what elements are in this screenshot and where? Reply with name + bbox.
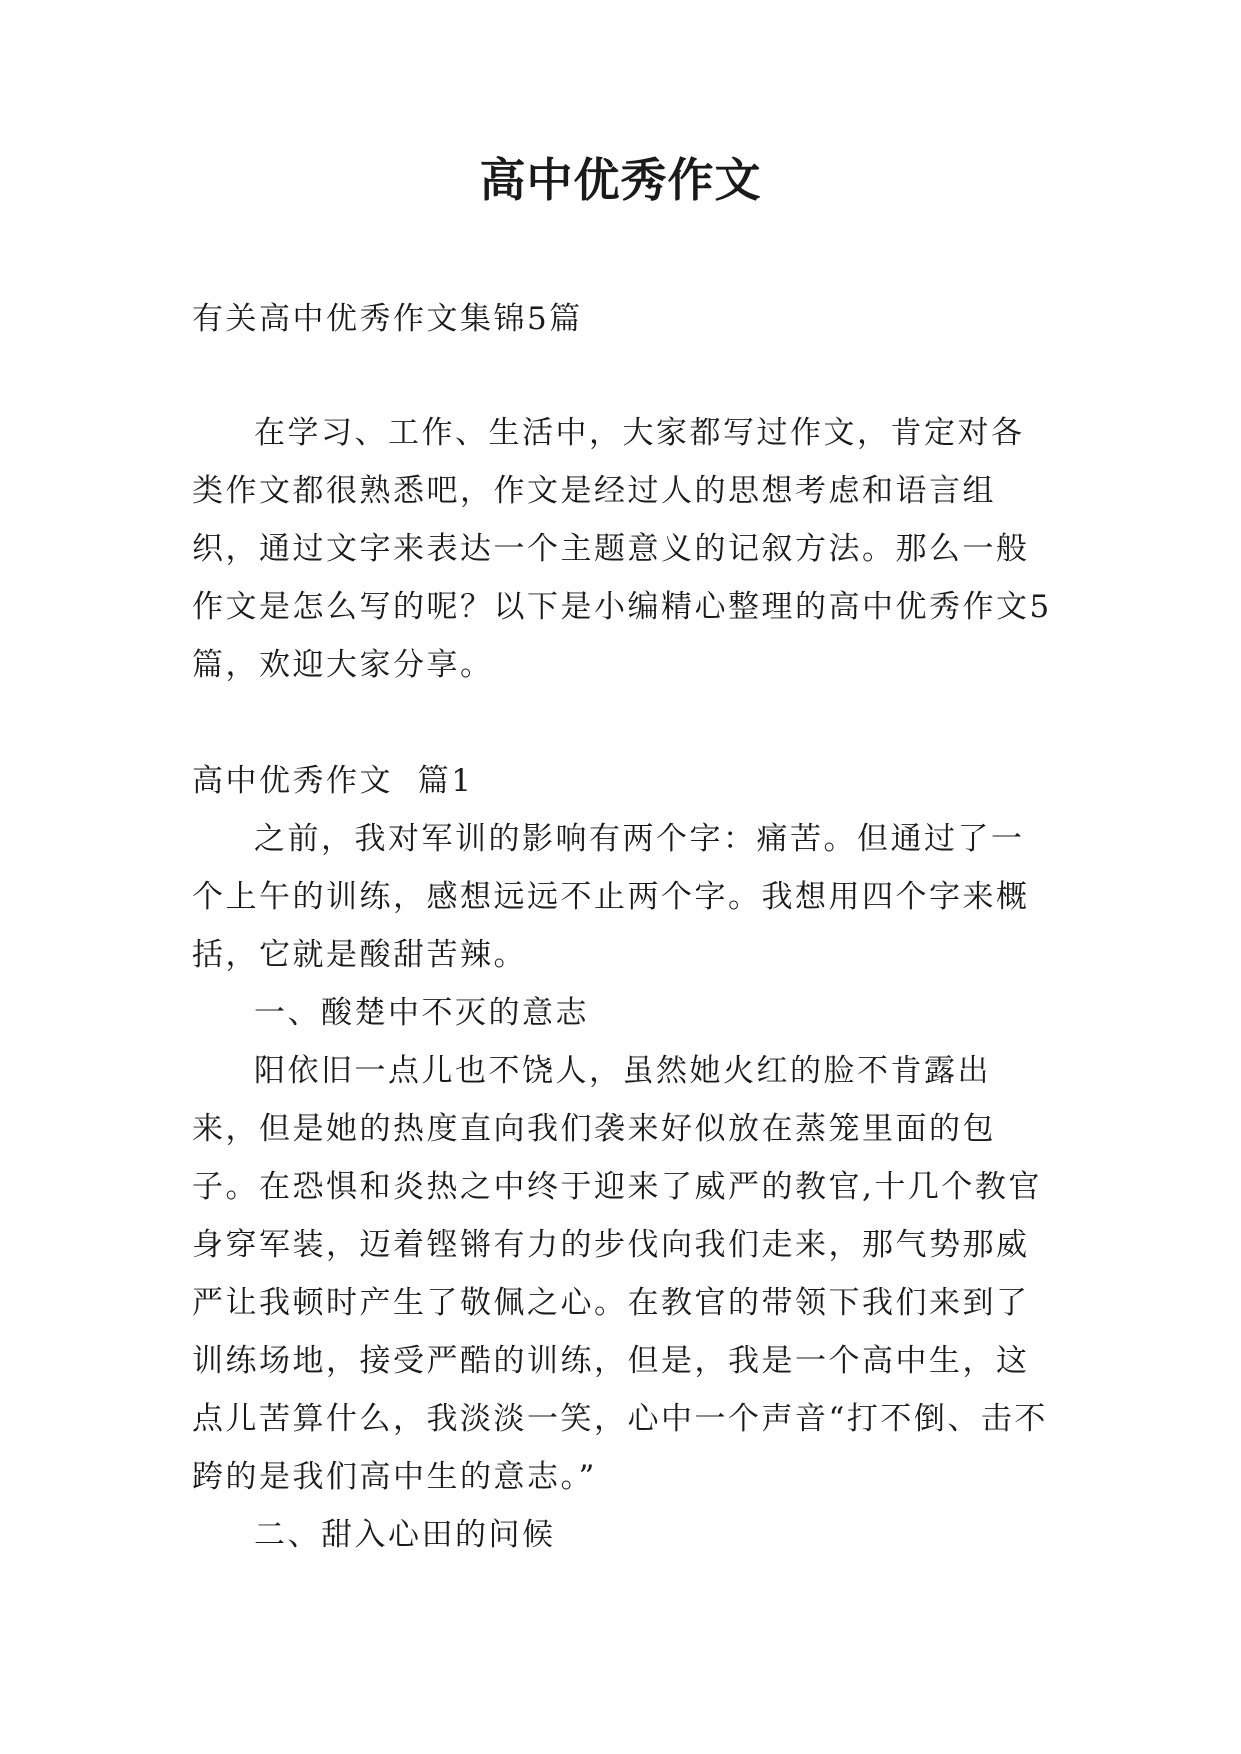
document-title: 高中优秀作文 — [479, 153, 762, 207]
paragraph-heading: 二、甜入心田的问候 — [254, 1517, 556, 1553]
section-body — [192, 810, 1052, 1564]
paragraph: 阳依旧一点儿也不饶人，虽然她火红的脸不肯露出来，但是她的热度直向我们袭来好似放在蒸笼里面的包子。在恐惧和炎热之中终于迎来了威严的教官,十几个教官身穿军装，迈着铿锵有力的步伐向我们走来，那气势那威严让我顿时产生了敬佩之心。在教官的带领下我们来到了训练场地，接受严酷的训练，但是，我是一个高中生，这点儿苦算什么，我淡淡一笑，心中一个声音“打不倒、击不跨的是我们高中生的意志。” — [192, 1053, 1048, 1495]
intro-text: 在学习、工作、生活中，大家都写过作文，肯定对各类作文都很熟悉吧，作文是经过人的思想考虑和语言组织，通过文字来表达一个主题意义的记叙方法。那么一般作文是怎么写的呢？以下是小编精心整理的高中优秀作文5篇，欢迎大家分享。 — [192, 415, 1052, 683]
document-subtitle: 有关高中优秀作文集锦5篇 — [192, 301, 583, 337]
paragraph-heading: 一、酸楚中不灭的意志 — [254, 995, 589, 1031]
paragraph: 之前，我对军训的影响有两个字：痛苦。但通过了一个上午的训练，感想远远不止两个字。我想用四个字来概括，它就是酸甜苦辣。 — [192, 821, 1030, 973]
intro-paragraph — [192, 404, 1052, 694]
section-heading: 高中优秀作文 篇1 — [192, 763, 474, 799]
